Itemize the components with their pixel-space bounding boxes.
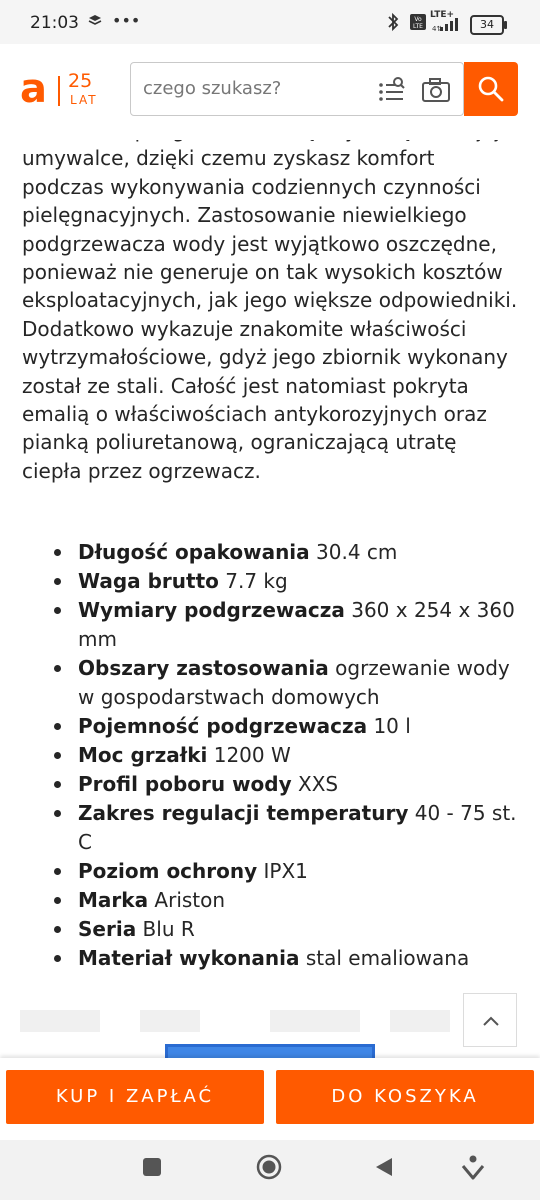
- buy-now-button[interactable]: KUP I ZAPŁAĆ: [6, 1070, 264, 1124]
- spec-label: Seria: [78, 917, 137, 941]
- spec-value: 30.4 cm: [316, 540, 398, 564]
- search-placeholder: czego szukasz?: [143, 78, 282, 99]
- spec-item: [48, 886, 518, 915]
- spec-value: 10 l: [373, 714, 411, 738]
- logo-letter: a: [20, 66, 47, 112]
- spec-value: ogrzewanie wody w gospodarstwach domowych: [78, 656, 510, 709]
- description-text: umywalce, dzięki czemu zyskasz komfort podczas wykonywania codziennych czynności pielęgnacyjnych. Zastosowanie niewielkiego podgrzewacza wody jest wyjątkowo oszczędne, ponieważ nie generuje on tak wysokich kosztów eksploatacyjnych, jak jego większe odpowiedniki. Dodatkowo wykazuje znakomite właściwości wytrzymałościowe, gdyż jego zbiornik wykonany został ze stali. Całość jest natomiast pokryta emalią o właściwościach antykorozyjnych oraz pianką poliuretanową, ograniczającą utratę ciepła przez ogrzewacz.: [22, 146, 518, 483]
- spec-item: [48, 538, 518, 567]
- site-header: [0, 44, 540, 140]
- spec-item: [48, 857, 518, 886]
- spec-label: Waga brutto: [78, 569, 219, 593]
- assistant-icon[interactable]: [460, 1154, 486, 1184]
- action-bar: [0, 1058, 540, 1140]
- battery-indicator: 34: [470, 15, 504, 35]
- spec-item: [48, 567, 518, 596]
- recents-icon[interactable]: [141, 1156, 163, 1182]
- logo-number: 25: [68, 70, 93, 92]
- spec-value: Ariston: [154, 888, 226, 912]
- spec-value: 40 - 75 st. C: [78, 801, 517, 854]
- search-button[interactable]: [464, 62, 518, 116]
- bluetooth-icon: [386, 12, 400, 36]
- back-icon[interactable]: [373, 1156, 395, 1182]
- search-icon: [477, 75, 505, 103]
- svg-text:Vo: Vo: [414, 16, 422, 23]
- system-nav-bar: [0, 1140, 540, 1200]
- spec-value: IPX1: [263, 859, 308, 883]
- spec-label: Pojemność podgrzewacza: [78, 714, 368, 738]
- spec-item: [48, 770, 518, 799]
- logo-suffix: LAT: [70, 93, 98, 107]
- spec-label: Marka: [78, 888, 149, 912]
- spec-label: Poziom ochrony: [78, 859, 258, 883]
- spec-item: [48, 654, 518, 712]
- spec-value: 7.7 kg: [225, 569, 288, 593]
- more-dots-icon: •••: [112, 11, 141, 30]
- spec-label: Moc grzałki: [78, 743, 208, 767]
- scroll-top-button[interactable]: [463, 993, 517, 1047]
- add-to-cart-button[interactable]: DO KOSZYKA: [276, 1070, 534, 1124]
- spec-value: XXS: [298, 772, 339, 796]
- status-time: 21:03: [30, 13, 79, 33]
- product-description: [22, 116, 522, 485]
- spec-item: [48, 596, 518, 654]
- spec-list: [48, 538, 518, 973]
- spec-item: [48, 944, 518, 973]
- search-input[interactable]: [130, 62, 464, 116]
- chevron-up-icon: [479, 1009, 503, 1033]
- spec-value: 1200 W: [213, 743, 291, 767]
- spec-item: [48, 712, 518, 741]
- spec-label: Długość opakowania: [78, 540, 310, 564]
- volte-icon: [410, 14, 426, 34]
- spec-value: Blu R: [142, 917, 195, 941]
- spec-label: Zakres regulacji temperatury: [78, 801, 409, 825]
- filter-list-icon[interactable]: [377, 76, 407, 108]
- logo[interactable]: [20, 66, 130, 114]
- spec-label: Obszary zastosowania: [78, 656, 329, 680]
- layers-icon: [88, 14, 102, 32]
- spec-value: stal emaliowana: [305, 946, 470, 970]
- spec-label: Profil poboru wody: [78, 772, 292, 796]
- spec-value: 360 x 254 x 360 mm: [78, 598, 515, 651]
- camera-icon[interactable]: [421, 76, 451, 108]
- spec-item: [48, 741, 518, 770]
- faded-content: [20, 1000, 460, 1040]
- status-bar: [0, 0, 540, 44]
- spec-label: Wymiary podgrzewacza: [78, 598, 345, 622]
- home-icon[interactable]: [255, 1153, 283, 1185]
- spec-label: Materiał wykonania: [78, 946, 300, 970]
- svg-text:4⇅: 4⇅: [432, 25, 443, 32]
- signal-icon: [432, 16, 466, 36]
- svg-text:LTE: LTE: [413, 23, 423, 30]
- spec-item: [48, 915, 518, 944]
- network-type: LTE+: [430, 10, 455, 20]
- spec-item: [48, 799, 518, 857]
- logo-divider: [58, 76, 60, 106]
